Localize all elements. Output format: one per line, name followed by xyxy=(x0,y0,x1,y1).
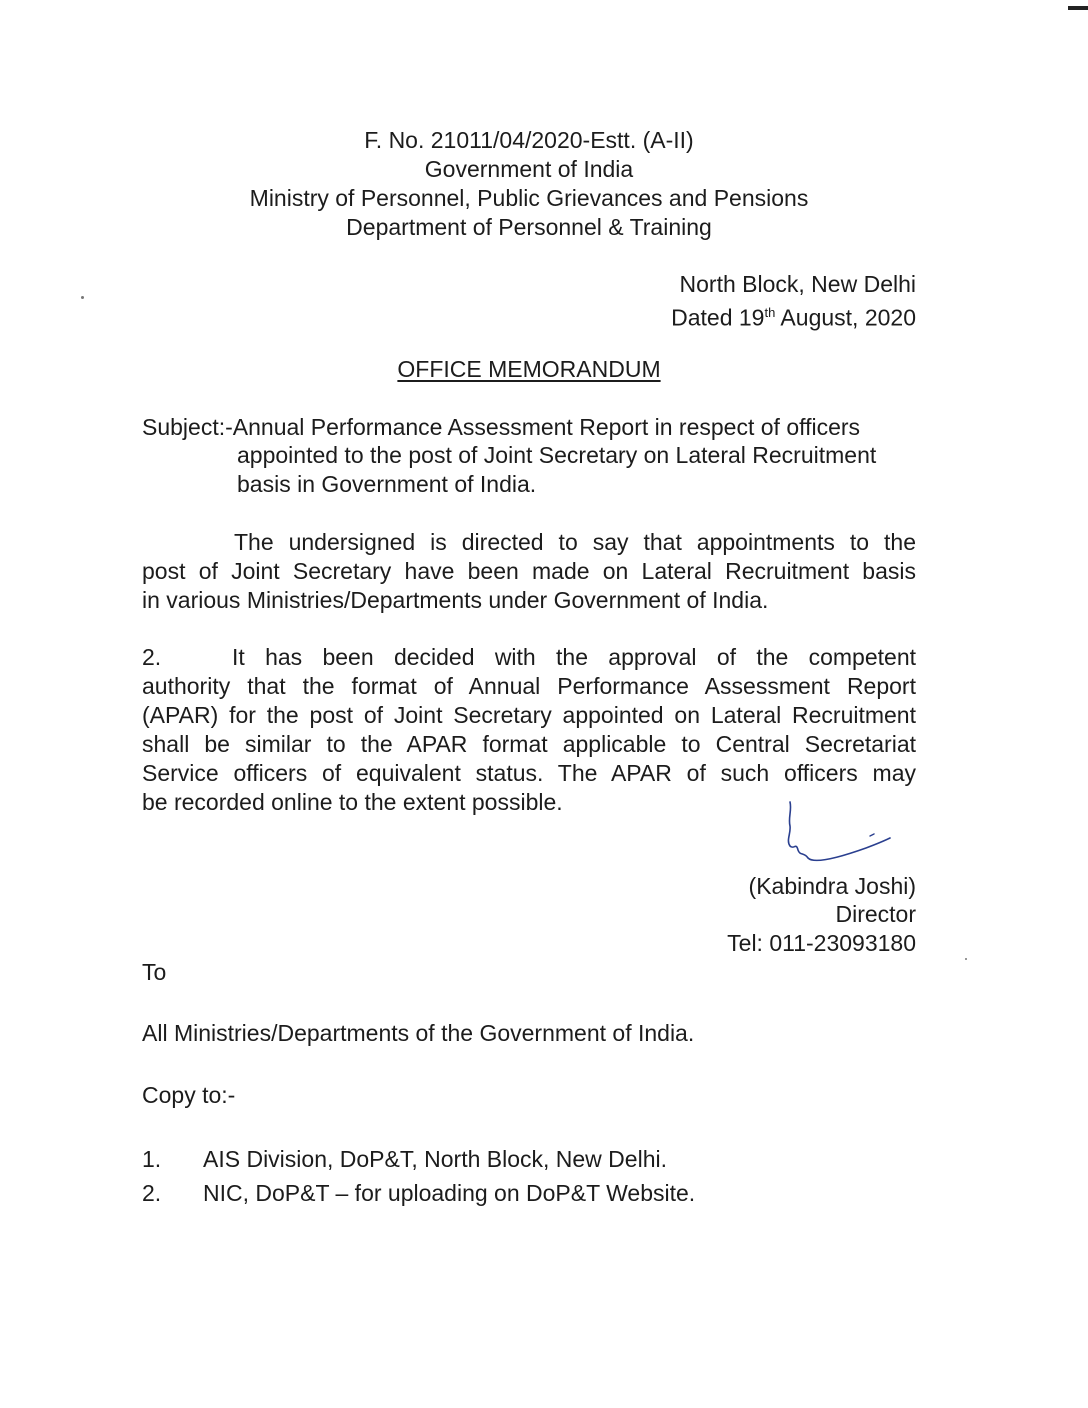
paragraph-1-line: post of Joint Secretary have been made on Lateral Recruitment basis xyxy=(142,558,916,584)
paragraph-1 xyxy=(142,528,916,615)
copy-to-label: Copy to:- xyxy=(142,1082,236,1108)
copy-to-item-text: NIC, DoP&T – for uploading on DoP&T Website. xyxy=(203,1180,696,1206)
paragraph-1-line: The undersigned is directed to say that appointments to the xyxy=(234,529,916,555)
paragraph-2-line: (APAR) for the post of Joint Secretary appointed on Lateral Recruitment xyxy=(142,702,916,728)
copy-to-item-number: 2. xyxy=(142,1180,162,1206)
signatory-designation: Director xyxy=(835,901,916,927)
to-label: To xyxy=(142,959,167,985)
scan-speck xyxy=(965,958,967,960)
date xyxy=(671,298,916,333)
paragraph-2-line: be recorded online to the extent possible. xyxy=(142,789,563,815)
paragraph-2-line: Service officers of equivalent status. The APAR of such officers may xyxy=(142,760,916,786)
paragraph-2-line: shall be similar to the APAR format applicable to Central Secretariat xyxy=(142,731,916,757)
subject-line-1: Subject:-Annual Performance Assessment Report in respect of officers xyxy=(142,414,861,440)
date-prefix: Dated 19 xyxy=(671,304,765,331)
paragraph-1-line: in various Ministries/Departments under Government of India. xyxy=(142,587,769,613)
ministry-name: Ministry of Personnel, Public Grievances and Pensions xyxy=(249,185,809,211)
file-number: F. No. 21011/04/2020-Estt. (A-II) xyxy=(364,127,694,153)
subject-line-3: basis in Government of India. xyxy=(237,471,537,497)
paragraph-2-number: 2. xyxy=(142,644,162,670)
scan-edge-mark xyxy=(1068,6,1088,10)
paragraph-2-first-line xyxy=(142,643,916,672)
subject-line-2: appointed to the post of Joint Secretary on Lateral Recruitment xyxy=(237,442,877,468)
paragraph-2-line: It has been decided with the approval of the competent xyxy=(232,644,916,670)
government-name: Government of India xyxy=(424,156,634,182)
scan-speck xyxy=(81,296,84,299)
place: North Block, New Delhi xyxy=(679,271,916,297)
copy-to-item-number: 1. xyxy=(142,1146,162,1172)
date-superscript: th xyxy=(764,305,776,320)
recipients: All Ministries/Departments of the Government of India. xyxy=(142,1020,695,1046)
signatory-telephone: Tel: 011-23093180 xyxy=(727,930,916,956)
paragraph-2-line: authority that the format of Annual Performance Assessment Report xyxy=(142,673,916,699)
memo-title: OFFICE MEMORANDUM xyxy=(397,356,661,382)
signature-mark xyxy=(778,800,898,880)
department-name: Department of Personnel & Training xyxy=(346,214,712,240)
copy-to-item-text: AIS Division, DoP&T, North Block, New Delhi. xyxy=(203,1146,667,1172)
date-suffix: August, 2020 xyxy=(775,304,916,331)
paragraph-2 xyxy=(142,643,916,817)
signatory-name: (Kabindra Joshi) xyxy=(748,873,916,899)
